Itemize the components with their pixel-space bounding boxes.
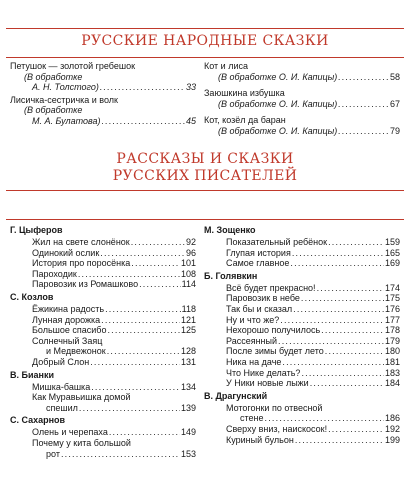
page-number: 139 bbox=[180, 402, 196, 413]
section-title-writers-line2: РУССКИХ ПИСАТЕЛЕЙ bbox=[112, 168, 298, 184]
entry-title: Кот, козёл да баран bbox=[204, 115, 286, 126]
entry-title: Показательный ребёнок bbox=[226, 237, 328, 247]
page-number: 177 bbox=[384, 314, 400, 325]
entry-title: Что Нике делать? bbox=[226, 367, 301, 378]
entry-title-cont: и Медвежонок bbox=[46, 346, 106, 357]
section-title-writers-line1: РАССКАЗЫ И СКАЗКИ bbox=[116, 151, 294, 167]
page-number: 125 bbox=[180, 325, 196, 336]
page-number: 33 bbox=[185, 82, 196, 93]
entry-title: Куриный бульон bbox=[226, 434, 294, 445]
folk-tales-right-column bbox=[204, 61, 400, 137]
toc-entry[interactable] bbox=[204, 346, 400, 357]
entry-title: Ну и что же? bbox=[226, 314, 280, 325]
page-number: 153 bbox=[180, 448, 196, 459]
author-name: Б. Голявкин bbox=[204, 270, 258, 281]
entry-adaptation: (В обработке bbox=[24, 71, 83, 82]
entry-title: Рассеянный bbox=[226, 335, 278, 346]
page-number: 183 bbox=[384, 367, 400, 378]
toc-entry[interactable] bbox=[204, 248, 400, 259]
page-number: 175 bbox=[384, 293, 400, 304]
entry-title: Большое спасибо bbox=[32, 325, 107, 336]
section-title-folk-tales: РУССКИЕ НАРОДНЫЕ СКАЗКИ bbox=[81, 33, 329, 49]
bottom-rule-2 bbox=[6, 219, 404, 220]
toc-entry[interactable] bbox=[204, 237, 400, 248]
entry-title: Глупая история bbox=[226, 247, 291, 258]
toc-entry[interactable] bbox=[204, 315, 400, 326]
page-number: 181 bbox=[384, 356, 400, 367]
author-block bbox=[204, 391, 400, 445]
page-number: 179 bbox=[384, 335, 400, 346]
page-number: 134 bbox=[180, 381, 196, 392]
entry-title: Так бы и сказал bbox=[226, 303, 293, 314]
author-name: С. Козлов bbox=[10, 291, 54, 302]
author-name: В. Бианки bbox=[10, 369, 54, 380]
toc-entry[interactable] bbox=[10, 304, 196, 315]
entry-title: Одинокий ослик bbox=[32, 247, 100, 258]
toc-entry[interactable] bbox=[10, 438, 196, 459]
toc-entry[interactable] bbox=[204, 424, 400, 435]
toc-entry[interactable] bbox=[10, 336, 196, 357]
entry-title: После зимы будет лето bbox=[226, 346, 324, 357]
entry-title: Ёжикина радость bbox=[32, 303, 105, 314]
page-number: 169 bbox=[384, 258, 400, 269]
toc-entry[interactable] bbox=[10, 95, 196, 127]
author-name: Г. Цыферов bbox=[10, 225, 63, 235]
page-number: 176 bbox=[384, 303, 400, 314]
toc-entry[interactable] bbox=[10, 382, 196, 393]
entry-title: Добрый Слон bbox=[32, 356, 90, 367]
toc-entry[interactable] bbox=[204, 304, 400, 315]
entry-adaptation: (В обработке bbox=[24, 105, 83, 116]
page-number: 114 bbox=[181, 279, 196, 290]
page-number: 79 bbox=[389, 125, 400, 136]
toc-entry[interactable] bbox=[204, 336, 400, 347]
toc-entry[interactable] bbox=[10, 427, 196, 438]
page-number: 131 bbox=[180, 356, 196, 367]
toc-entry[interactable] bbox=[10, 237, 196, 248]
writers-left-column bbox=[10, 223, 196, 461]
page-number: 118 bbox=[181, 303, 196, 314]
entry-title: Олень и черепаха bbox=[32, 427, 108, 438]
entry-adaptation: (В обработке О. И. Капицы) bbox=[218, 125, 338, 136]
author-name: С. Сахарнов bbox=[10, 415, 66, 426]
author-block bbox=[10, 370, 196, 414]
entry-title: Как Муравьишка домой bbox=[32, 392, 131, 403]
toc-entry[interactable] bbox=[10, 269, 196, 280]
toc-entry[interactable] bbox=[10, 279, 196, 290]
page-number: 128 bbox=[180, 346, 196, 357]
page-number: 45 bbox=[185, 115, 196, 126]
author-block bbox=[10, 415, 196, 459]
entry-title: Кот и лиса bbox=[204, 61, 248, 71]
entry-title-cont: спешил bbox=[46, 402, 78, 413]
toc-entry[interactable] bbox=[204, 283, 400, 294]
entry-title: У Ники новые лыжи bbox=[226, 378, 309, 389]
top-rule-1 bbox=[6, 28, 404, 29]
author-name: М. Зощенко bbox=[204, 225, 256, 235]
entry-title: Заюшкина избушка bbox=[204, 88, 285, 99]
entry-title: Петушок — золотой гребешок bbox=[10, 61, 136, 71]
entry-adaptation: А. Н. Толстого) bbox=[32, 82, 99, 93]
entry-title-cont: рот bbox=[46, 448, 60, 459]
author-block bbox=[204, 225, 400, 269]
toc-entry[interactable] bbox=[204, 61, 400, 82]
entry-title: Почему у кита большой bbox=[32, 437, 131, 448]
entry-title: Лунная дорожка bbox=[32, 314, 101, 325]
bottom-rule-1 bbox=[6, 57, 404, 58]
author-block bbox=[10, 225, 196, 290]
toc-entry[interactable] bbox=[204, 378, 400, 389]
entry-adaptation: М. А. Булатова) bbox=[32, 115, 101, 126]
entry-title: Паровозик в небе bbox=[226, 293, 300, 304]
entry-title: Паровозик из Ромашково bbox=[32, 279, 139, 290]
page-number: 184 bbox=[384, 378, 400, 389]
page-number: 67 bbox=[389, 98, 400, 109]
author-name: В. Драгунский bbox=[204, 390, 268, 401]
toc-entry[interactable] bbox=[204, 403, 400, 424]
entry-title: Ника на даче bbox=[226, 356, 282, 367]
folk-tales-left-column bbox=[10, 61, 196, 127]
toc-entry[interactable] bbox=[10, 61, 196, 93]
page-number: 108 bbox=[180, 268, 196, 279]
toc-entry[interactable] bbox=[204, 325, 400, 336]
entry-adaptation: (В обработке О. И. Капицы) bbox=[218, 98, 338, 109]
entry-title: Самое главное bbox=[226, 258, 290, 269]
page-number: 101 bbox=[180, 258, 196, 269]
page-number: 121 bbox=[180, 314, 196, 325]
page-number: 192 bbox=[384, 423, 400, 434]
author-block bbox=[10, 292, 196, 368]
page-number: 165 bbox=[384, 247, 400, 258]
page-number: 96 bbox=[185, 247, 196, 258]
entry-title: Мишка-башка bbox=[32, 381, 91, 392]
toc-entry[interactable] bbox=[204, 88, 400, 109]
entry-title: Жил на свете слонёнок bbox=[32, 237, 130, 247]
toc-entry[interactable] bbox=[10, 258, 196, 269]
page-number: 199 bbox=[384, 434, 400, 445]
entry-title: Солнечный Заяц bbox=[32, 335, 103, 346]
toc-entry[interactable] bbox=[10, 325, 196, 336]
entry-title: Лисичка-сестричка и волк bbox=[10, 94, 118, 105]
page-number: 174 bbox=[384, 282, 400, 293]
author-block bbox=[204, 271, 400, 389]
toc-entry[interactable] bbox=[10, 392, 196, 413]
entry-adaptation: (В обработке О. И. Капицы) bbox=[218, 71, 338, 82]
entry-title: Сверху вниз, наискосок! bbox=[226, 423, 328, 434]
page-number: 92 bbox=[185, 237, 196, 247]
entry-title: Нехорошо получилось bbox=[226, 325, 321, 336]
entry-title-cont: стене bbox=[240, 413, 264, 424]
toc-entry[interactable] bbox=[204, 357, 400, 368]
page-number: 186 bbox=[384, 413, 400, 424]
toc-entry[interactable] bbox=[204, 435, 400, 446]
entry-title: Мотогонки по отвесной bbox=[226, 402, 323, 413]
entry-title: Всё будет прекрасно! bbox=[226, 282, 316, 293]
writers-right-column bbox=[204, 223, 400, 447]
toc-entry[interactable] bbox=[204, 368, 400, 379]
toc-entry[interactable] bbox=[10, 315, 196, 326]
entry-title: Пароходик bbox=[32, 268, 77, 279]
page-number: 58 bbox=[389, 71, 400, 82]
page-number: 159 bbox=[384, 237, 400, 247]
entry-title: История про поросёнка bbox=[32, 258, 131, 269]
page-number: 149 bbox=[180, 427, 196, 438]
top-rule-2 bbox=[6, 190, 404, 191]
toc-entry[interactable] bbox=[10, 248, 196, 259]
toc-entry[interactable] bbox=[204, 293, 400, 304]
toc-entry[interactable] bbox=[204, 115, 400, 136]
page-number: 178 bbox=[384, 325, 400, 336]
page-number: 180 bbox=[384, 346, 400, 357]
toc-entry[interactable] bbox=[10, 357, 196, 368]
toc-entry[interactable] bbox=[204, 258, 400, 269]
